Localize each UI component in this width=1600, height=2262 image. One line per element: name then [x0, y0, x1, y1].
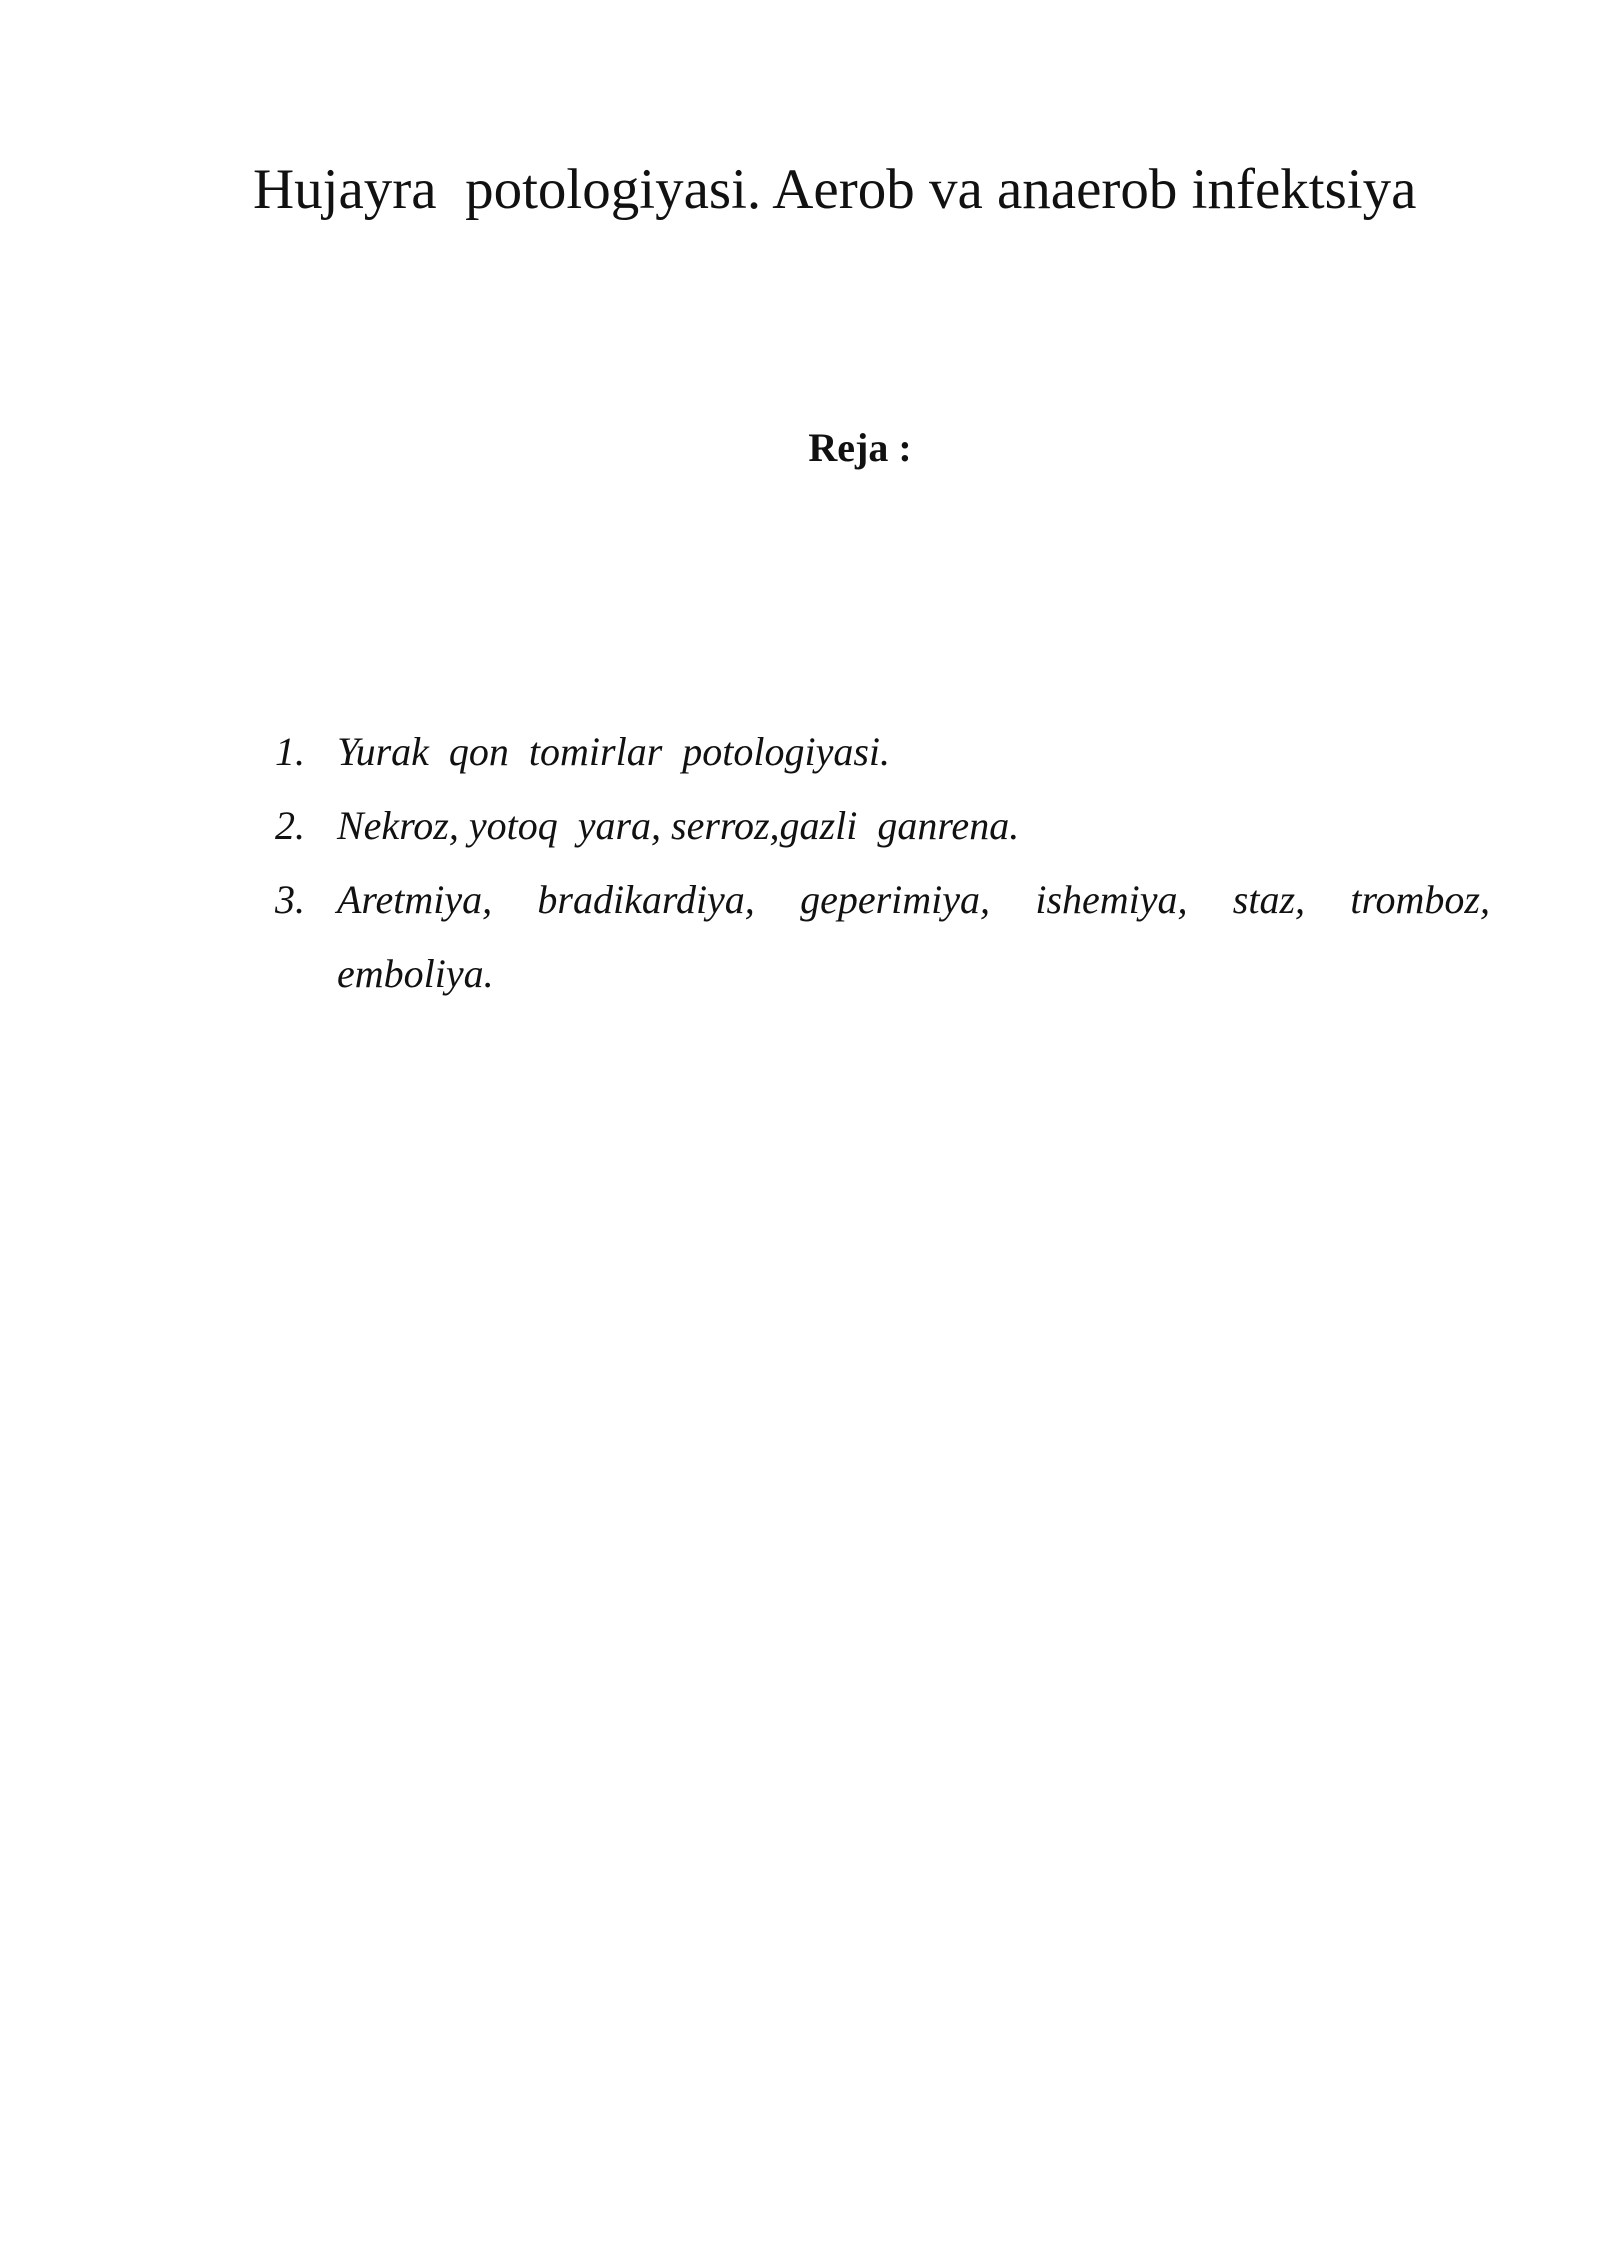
list-item-text: Nekroz, yotoq yara, serroz,gazli ganrena.	[337, 803, 1020, 848]
list-item-text: Aretmiya, bradikardiya, geperimiya, ishemiya, staz, tromboz, emboliya.	[337, 877, 1512, 996]
plan-heading: Reja :	[808, 425, 912, 470]
plan-list-item	[275, 715, 1490, 789]
list-item-number: 3.	[275, 877, 305, 922]
plan-list-item	[275, 863, 1512, 1011]
plan-list-item	[275, 789, 1490, 863]
document-title: Hujayra potologiyasi. Aerob va anaerob infektsiya	[253, 158, 1417, 221]
list-item-number: 1.	[275, 729, 305, 774]
list-item-text: Yurak qon tomirlar potologiyasi.	[337, 729, 891, 774]
plan-list	[275, 715, 1512, 1011]
list-item-number: 2.	[275, 803, 305, 848]
